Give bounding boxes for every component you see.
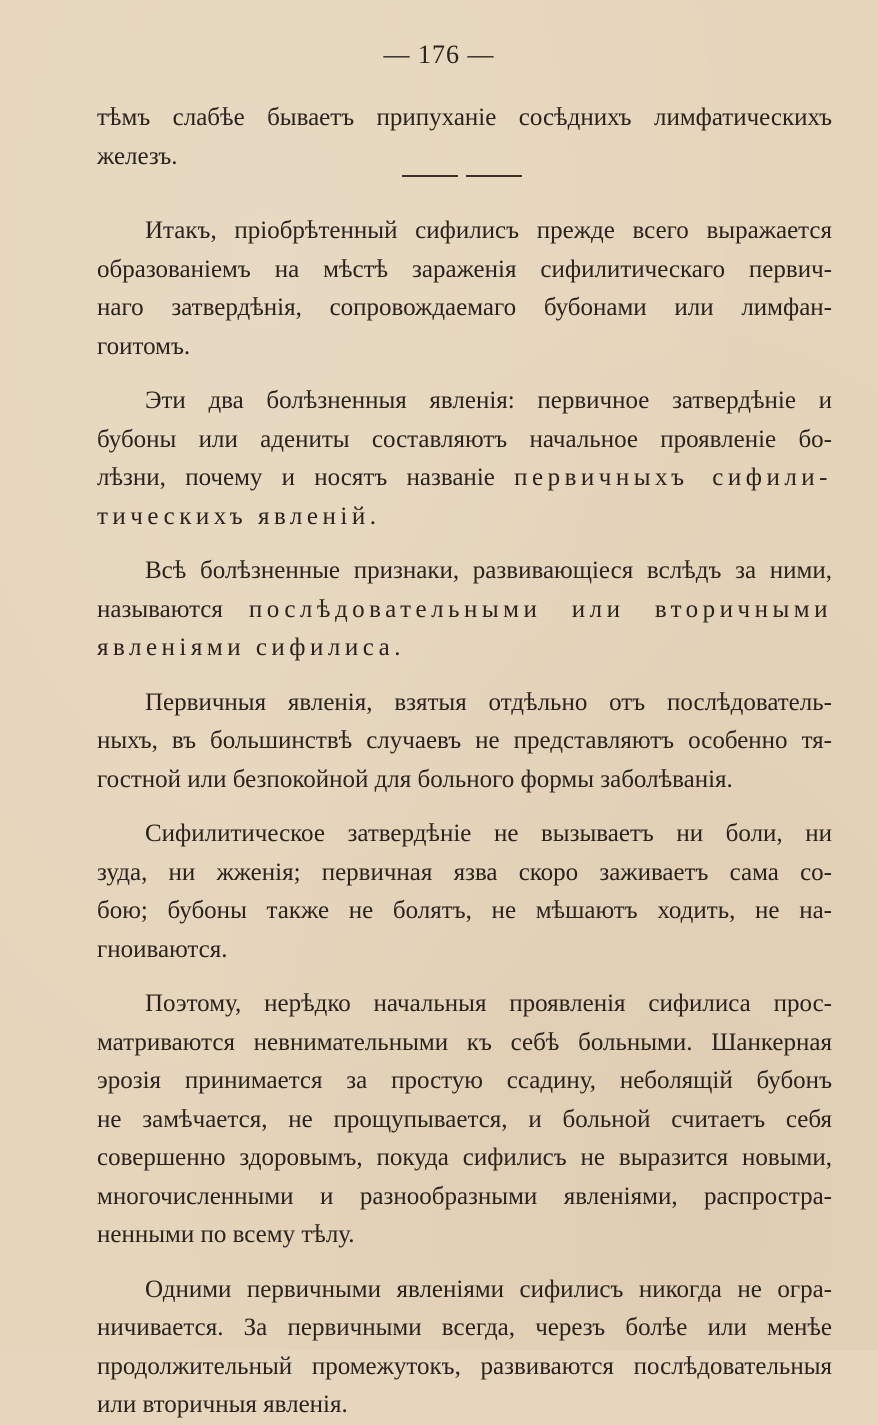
- text-line: Эти два болѣзненныя явленія: первичное затвердѣніе и: [145, 387, 832, 414]
- text-run: лѣзни, почему и носятъ названіе: [97, 464, 495, 491]
- paragraph: [97, 552, 832, 668]
- emphasized-term: послѣдовательными или вторичными: [248, 595, 833, 623]
- divider-rule: [466, 175, 522, 177]
- text-line: бубоны или адениты составляютъ начальное проявленіе бо-: [97, 425, 832, 453]
- text-line: бою; бубоны также не болятъ, не мѣшаютъ ходить, не на-: [97, 897, 832, 924]
- text-line: матриваются невнимательными къ себѣ больными. Шанкерная: [97, 1028, 832, 1056]
- text-run: называются: [97, 595, 223, 623]
- paragraph: [97, 985, 832, 1255]
- text-line: ненными по всему тѣлу.: [97, 1221, 355, 1248]
- emphasized-term: явленіями сифилиса.: [97, 634, 405, 661]
- text-line: гноиваются.: [97, 935, 228, 963]
- text-line: зуда, ни жженія; первичная язва скоро заживаетъ сама со-: [97, 858, 832, 886]
- body-text: [97, 212, 832, 1425]
- text-line: железъ.: [97, 142, 178, 170]
- emphasized-term: тическихъ явленій.: [97, 502, 381, 530]
- text-line: наго затвердѣнія, сопровождаемаго бубонами или лимфан-: [97, 294, 832, 321]
- divider-rule: [402, 175, 458, 177]
- page-number: — 176 —: [383, 40, 495, 69]
- text-line: [97, 591, 832, 630]
- text-line: или вторичныя явленія.: [97, 1391, 348, 1418]
- text-line: продолжительный промежутокъ, развиваются послѣдовательныя: [97, 1352, 832, 1380]
- text-line: образованіемъ на мѣстѣ зараженія сифилитическаго первич-: [97, 255, 832, 283]
- paragraph: [97, 684, 832, 800]
- section-divider: [402, 175, 522, 177]
- paragraph: [97, 815, 832, 969]
- text-line: ничивается. За первичными всегда, черезъ болѣе или менѣе: [97, 1314, 832, 1341]
- text-line: [97, 459, 832, 498]
- text-line: Сифилитическое затвердѣніе не вызываетъ ни боли, ни: [145, 820, 832, 847]
- paragraph: [97, 1271, 832, 1425]
- text-line: ныхъ, въ большинствѣ случаевъ не представляютъ особенно тя-: [97, 727, 832, 754]
- text-line: гостной или безпокойной для больного формы заболѣванія.: [97, 765, 733, 793]
- text-line: Всѣ болѣзненные признаки, развивающіеся вслѣдъ за ними,: [145, 557, 832, 584]
- paragraph: [97, 212, 832, 366]
- text-line: совершенно здоровымъ, покуда сифилисъ не выразится новыми,: [97, 1144, 832, 1171]
- text-line: Одними первичными явленіями сифилисъ никогда не огра-: [145, 1275, 832, 1303]
- text-line: гоитомъ.: [97, 332, 191, 360]
- text-line: многочисленными и разнообразными явленіями, распростра-: [97, 1182, 832, 1210]
- paragraph: [97, 382, 832, 536]
- emphasized-term: первичныхъ сифили-: [514, 464, 832, 491]
- text-line: эрозія принимается за простую ссадину, неболящій бубонъ: [97, 1067, 832, 1094]
- text-line: тѣмъ слабѣе бываетъ припуханіе сосѣднихъ лимфатическихъ: [97, 104, 832, 131]
- text-line: Поэтому, нерѣдко начальныя проявленія сифилиса прос-: [145, 990, 832, 1017]
- text-line: Итакъ, пріобрѣтенный сифилисъ прежде всего выражается: [145, 217, 832, 244]
- text-line: Первичныя явленія, взятыя отдѣльно отъ послѣдователь-: [145, 688, 832, 716]
- text-line: не замѣчается, не прощупывается, и больной считаетъ себя: [97, 1105, 832, 1133]
- continuation-text: [97, 99, 832, 176]
